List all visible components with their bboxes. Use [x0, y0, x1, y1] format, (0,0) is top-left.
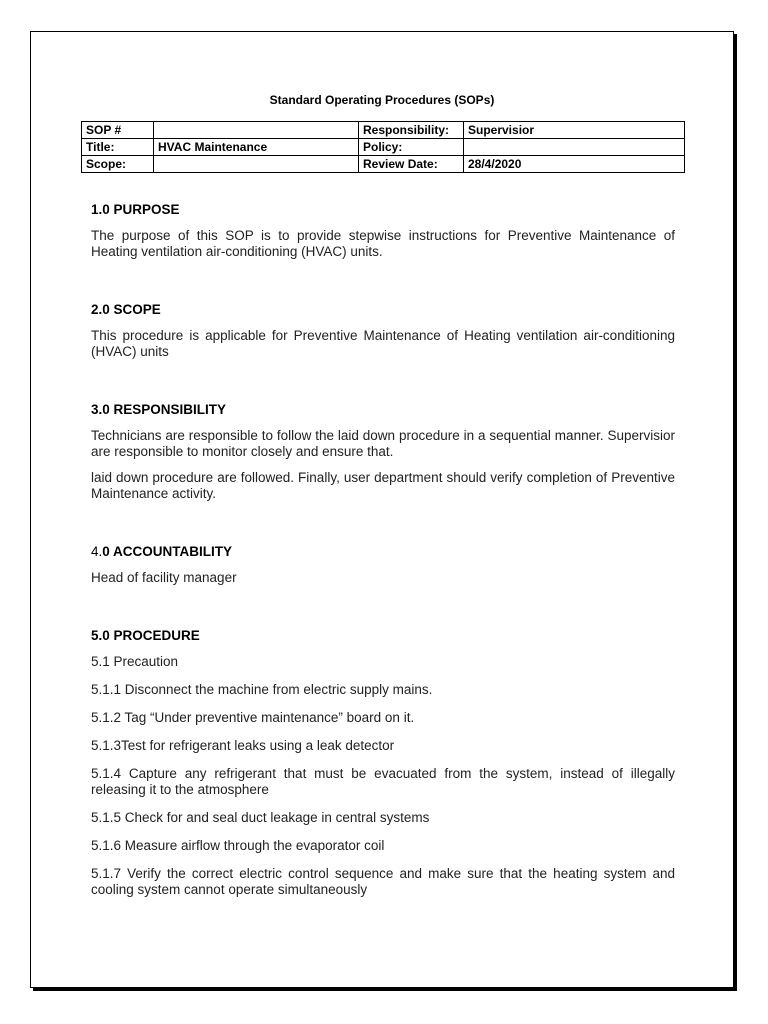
procedure-heading: 5.0 PROCEDURE	[91, 628, 200, 643]
scope-value	[154, 156, 359, 173]
review-date-label: Review Date:	[359, 156, 464, 173]
procedure-item: 5.1.6 Measure airflow through the evaporator coil	[91, 838, 385, 853]
procedure-item: 5.1.1 Disconnect the machine from electric supply mains.	[91, 682, 433, 697]
document-title: Standard Operating Procedures (SOPs)	[269, 93, 495, 107]
procedure-item: 5.1.4 Capture any refrigerant that must be evacuated from the system, instead of illegally releasing it to the atmosphere	[91, 766, 675, 797]
accountability-heading	[91, 544, 675, 560]
procedure-item: 5.1.2 Tag “Under preventive maintenance” board on it.	[91, 710, 415, 725]
meta-row-title	[82, 139, 685, 156]
accountability-text: Head of facility manager	[91, 570, 237, 585]
responsibility-value: Supervisior	[464, 122, 685, 139]
title-value: HVAC Maintenance	[154, 139, 359, 156]
policy-value	[464, 139, 685, 156]
scope-text: This procedure is applicable for Preventive Maintenance of Heating ventilation air-conditioning (HVAC) units	[91, 328, 675, 359]
policy-label: Policy:	[359, 139, 464, 156]
purpose-heading: 1.0 PURPOSE	[91, 202, 180, 217]
meta-row-sop	[82, 122, 685, 139]
review-date-value: 28/4/2020	[464, 156, 685, 173]
sop-meta-table	[81, 121, 685, 173]
procedure-item: 5.1.3Test for refrigerant leaks using a leak detector	[91, 738, 395, 753]
sop-number-label: SOP #	[82, 122, 154, 139]
responsibility-text-2: laid down procedure are followed. Finally, user department should verify completion of Preventive Maintenance activity.	[91, 470, 675, 501]
document-page	[30, 31, 734, 988]
purpose-text: The purpose of this SOP is to provide stepwise instructions for Preventive Maintenance of Heating ventilation air-conditioning (HVAC) units.	[91, 228, 675, 259]
title-label: Title:	[82, 139, 154, 156]
procedure-item: 5.1 Precaution	[91, 654, 179, 669]
responsibility-label: Responsibility:	[359, 122, 464, 139]
document-body	[91, 202, 675, 898]
sop-number-value	[154, 122, 359, 139]
procedure-item: 5.1.7 Verify the correct electric control sequence and make sure that the heating system and cooling system cannot operate simultaneously	[91, 866, 675, 897]
procedure-item: 5.1.5 Check for and seal duct leakage in central systems	[91, 810, 430, 825]
accountability-heading-rest: 0 ACCOUNTABILITY	[102, 544, 233, 559]
scope-heading: 2.0 SCOPE	[91, 302, 161, 317]
responsibility-text-1: Technicians are responsible to follow the laid down procedure in a sequential manner. Supervisior are responsible to monitor closely and ensure that.	[91, 428, 675, 459]
scope-label: Scope:	[82, 156, 154, 173]
accountability-heading-prefix: 4.	[91, 544, 103, 559]
meta-row-scope	[82, 156, 685, 173]
responsibility-heading: 3.0 RESPONSIBILITY	[91, 402, 227, 417]
